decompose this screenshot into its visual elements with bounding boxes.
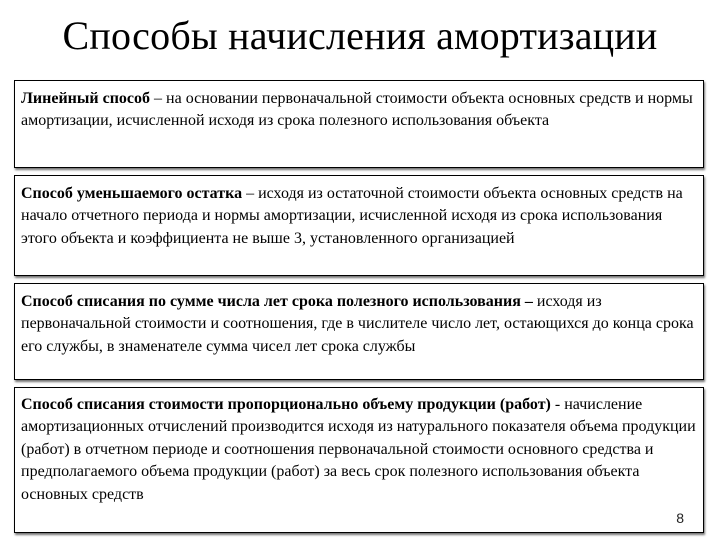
method-term: Способ уменьшаемого остатка: [21, 185, 243, 202]
method-description: - начисление амортизационных отчислений производится исходя из натурального показателя объема продукции (работ) в отчетном периоде и соотношения первоначальной стоимости основного средства и предполагаемого объема продукции (работ) за весь срок полезного использования объекта основных средств: [21, 396, 696, 503]
method-term: Способ списания стоимости пропорционально объему продукции (работ): [21, 396, 551, 413]
page-number: 8: [676, 510, 684, 526]
method-description: исходя из первоначальной стоимости и соотношения, где в числителе число лет, остающихся до конца срока его службы, в знаменателе сумма чисел лет срока службы: [21, 293, 694, 355]
method-description: – на основании первоначальной стоимости объекта основных средств и нормы амортизации, исчисленной исходя из срока полезного использования объекта: [21, 90, 693, 130]
methods-list: [14, 80, 704, 533]
method-term: Линейный способ: [21, 90, 151, 107]
slide-title: Способы начисления амортизации: [62, 13, 658, 58]
method-block-units-of-production: [14, 387, 704, 533]
method-description: – исходя из остаточной стоимости объекта основных средств на начало отчетного периода и нормы амортизации, исчисленной исходя из срока использования этого объекта и коэффициента не выше 3, установленного организацией: [21, 185, 683, 247]
method-block-declining-balance: [14, 175, 704, 276]
method-term: Способ списания по сумме числа лет срока полезного использования –: [21, 293, 533, 310]
method-block-sum-of-years: [14, 283, 704, 380]
method-block-linear: [14, 80, 704, 168]
